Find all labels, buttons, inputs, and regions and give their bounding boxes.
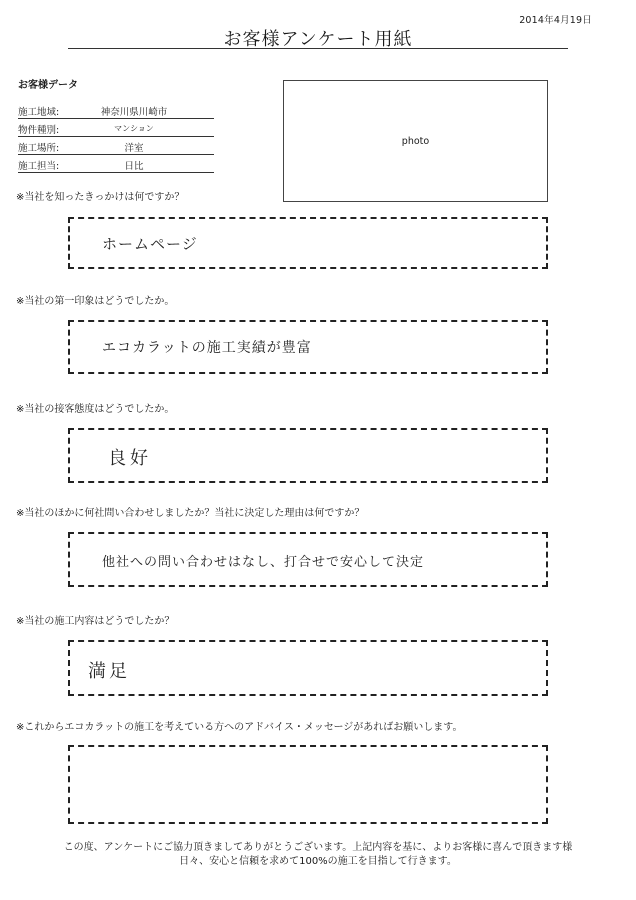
answer-box-2 <box>68 320 548 374</box>
question-5: ※当社の施工内容はどうでしたか？ <box>16 616 175 627</box>
info-value: 日比 <box>124 161 144 172</box>
customer-data-table <box>18 101 214 173</box>
answer-3: 良好 <box>108 448 152 469</box>
question-3: ※当社の接客態度はどうでしたか。 <box>16 404 175 415</box>
answer-2: エコカラットの施工実績が豊富 <box>102 340 312 356</box>
info-label: 物件種別: <box>18 125 60 136</box>
info-value: 洋室 <box>124 143 144 154</box>
answer-box-3 <box>68 428 548 483</box>
footer-line-1: この度、アンケートにご協力頂きましてありがとうございます。上記内容を基に、よりお客様に喜んで頂きます様 <box>63 842 573 853</box>
page-title: お客様アンケート用紙 <box>223 29 413 50</box>
question-6: ※これからエコカラットの施工を考えている方へのアドバイス・メッセージがあればお願いします。 <box>16 722 463 733</box>
title-underline <box>68 48 568 49</box>
photo-label: photo <box>401 136 430 147</box>
info-value: マンション <box>114 124 154 133</box>
question-4: ※当社のほかに何社問い合わせしましたか？当社に決定した理由は何ですか？ <box>16 508 365 519</box>
answer-1: ホームページ <box>102 235 198 253</box>
footer-line-2: 日々、安心と信頼を求めて100%の施工を目指して行きます。 <box>179 856 457 867</box>
answer-box-1 <box>68 217 548 269</box>
customer-data-heading: お客様データ <box>18 80 78 91</box>
info-label: 施工場所: <box>18 143 60 154</box>
info-row-staff <box>18 155 214 173</box>
question-1: ※当社を知ったきっかけは何ですか？ <box>16 192 185 203</box>
survey-date: 2014年4月19日 <box>519 15 592 26</box>
question-2: ※当社の第一印象はどうでしたか。 <box>16 296 175 307</box>
info-row-property-type <box>18 119 214 137</box>
info-label: 施工担当: <box>18 161 60 172</box>
answer-box-4 <box>68 532 548 587</box>
info-row-location <box>18 137 214 155</box>
info-label: 施工地域: <box>18 107 60 118</box>
answer-4: 他社への問い合わせはなし、打合せで安心して決定 <box>102 555 425 570</box>
photo-placeholder <box>283 80 548 202</box>
answer-5: 満足 <box>88 661 130 682</box>
info-value: 神奈川県川崎市 <box>100 107 168 118</box>
answer-box-5 <box>68 640 548 696</box>
info-row-area <box>18 101 214 119</box>
answer-box-6 <box>68 745 548 824</box>
